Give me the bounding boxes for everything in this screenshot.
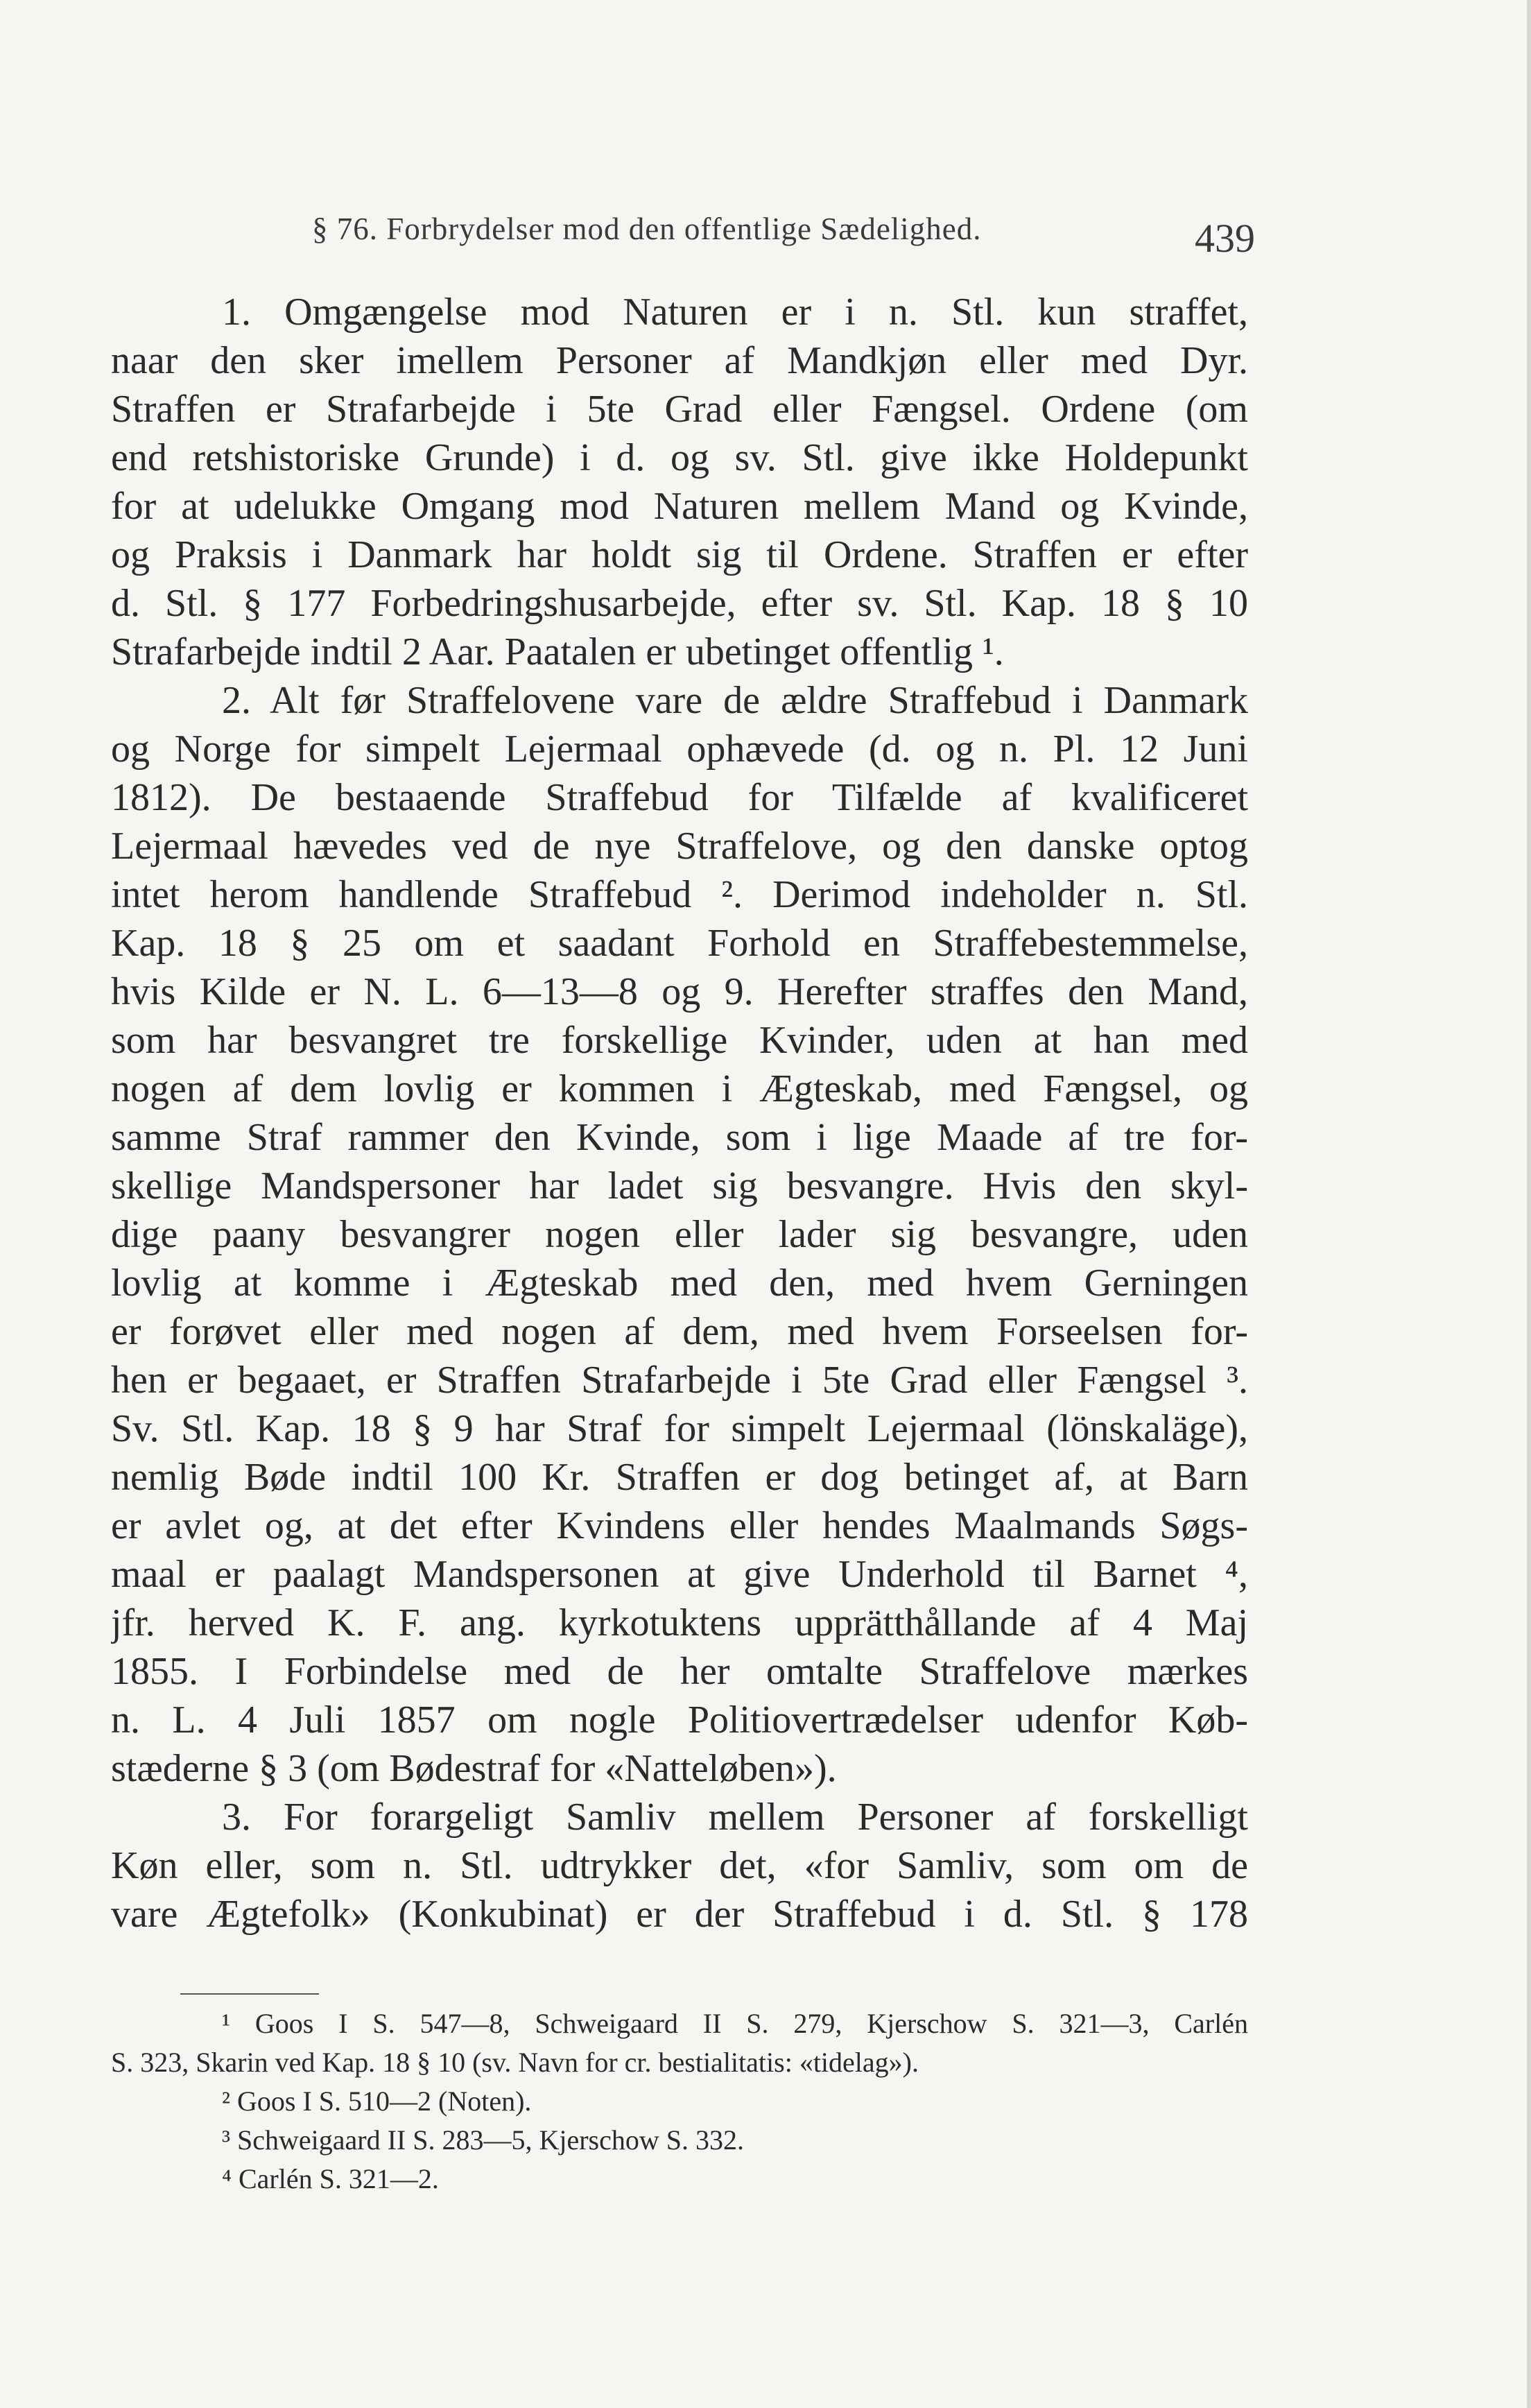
body-line: nemlig Bøde indtil 100 Kr. Straffen er dog betinget af, at Barn: [111, 1456, 1248, 1499]
footnote-line: ³ Schweigaard II S. 283—5, Kjerschow S. 332.: [222, 2124, 744, 2156]
body-line: og Praksis i Danmark har holdt sig til Ordene. Straffen er efter: [111, 533, 1248, 576]
body-line: og Norge for simpelt Lejermaal ophævede (d. og n. Pl. 12 Juni: [111, 728, 1248, 771]
body-line: samme Straf rammer den Kvinde, som i lige Maade af tre for-: [111, 1116, 1248, 1159]
body-line: intet herom handlende Straffebud ². Derimod indeholder n. Stl.: [111, 873, 1248, 916]
body-line: Kap. 18 § 25 om et saadant Forhold en Straffebestemmelse,: [111, 922, 1248, 965]
body-line: vare Ægtefolk» (Konkubinat) er der Straffebud i d. Stl. § 178: [111, 1893, 1248, 1936]
body-line: end retshistoriske Grunde) i d. og sv. Stl. give ikke Holdepunkt: [111, 436, 1248, 479]
footnote-line: S. 323, Skarin ved Kap. 18 § 10 (sv. Navn for cr. bestialitatis: «tidelag»).: [111, 2047, 919, 2078]
body-line: Strafarbejde indtil 2 Aar. Paatalen er ubetinget offentlig ¹.: [111, 630, 1004, 673]
body-line: 1812). De bestaaende Straffebud for Tilfælde af kvalificeret: [111, 776, 1248, 819]
body-line: naar den sker imellem Personer af Mandkjøn eller med Dyr.: [111, 339, 1248, 382]
body-line: dige paany besvangrer nogen eller lader sig besvangre, uden: [111, 1213, 1248, 1256]
body-line: som har besvangret tre forskellige Kvinder, uden at han med: [111, 1019, 1248, 1062]
body-line: 3. For forargeligt Samliv mellem Personer af forskelligt: [222, 1796, 1248, 1839]
body-line: er avlet og, at det efter Kvindens eller hendes Maalmands Søgs-: [111, 1504, 1248, 1547]
body-line: nogen af dem lovlig er kommen i Ægteskab, med Fængsel, og: [111, 1067, 1248, 1110]
body-line: maal er paalagt Mandspersonen at give Underhold til Barnet ⁴,: [111, 1553, 1248, 1596]
footnote-rule: [180, 1993, 319, 1995]
body-line: hvis Kilde er N. L. 6—13—8 og 9. Herefter straffes den Mand,: [111, 970, 1248, 1013]
body-line: Sv. Stl. Kap. 18 § 9 har Straf for simpelt Lejermaal (lönskaläge),: [111, 1407, 1248, 1450]
body-line: er forøvet eller med nogen af dem, med hvem Forseelsen for-: [111, 1310, 1248, 1353]
body-line: stæderne § 3 (om Bødestraf for «Natteløben»).: [111, 1747, 837, 1790]
page-edge: [1527, 0, 1531, 2408]
body-line: Køn eller, som n. Stl. udtrykker det, «for Samliv, som om de: [111, 1844, 1248, 1887]
body-line: d. Stl. § 177 Forbedringshusarbejde, efter sv. Stl. Kap. 18 § 10: [111, 582, 1248, 625]
footnote-line: ¹ Goos I S. 547—8, Schweigaard II S. 279, Kjerschow S. 321—3, Carlén: [222, 2008, 1248, 2039]
body-line: skellige Mandspersoner har ladet sig besvangre. Hvis den skyl-: [111, 1164, 1248, 1207]
header-title: § 76. Forbrydelser mod den offentlige Sædelighed.: [312, 212, 982, 246]
body-line: 2. Alt før Straffelovene vare de ældre Straffebud i Danmark: [222, 679, 1248, 722]
running-header: [111, 207, 1255, 269]
body-line: lovlig at komme i Ægteskab med den, med hvem Gerningen: [111, 1262, 1248, 1305]
body-line: 1855. I Forbindelse med de her omtalte Straffelove mærkes: [111, 1650, 1248, 1693]
body-line: Lejermaal hævedes ved de nye Straffelove, og den danske optog: [111, 825, 1248, 868]
footnote-line: ⁴ Carlén S. 321—2.: [222, 2163, 439, 2194]
body-line: Straffen er Strafarbejde i 5te Grad eller Fængsel. Ordene (om: [111, 388, 1248, 431]
page-number: 439: [1195, 216, 1255, 261]
body-line: for at udelukke Omgang mod Naturen mellem Mand og Kvinde,: [111, 485, 1248, 528]
body-line: jfr. herved K. F. ang. kyrkotuktens upprätthållande af 4 Maj: [111, 1601, 1248, 1644]
footnotes: [111, 2004, 1248, 2199]
body-line: hen er begaaet, er Straffen Strafarbejde i 5te Grad eller Fængsel ³.: [111, 1359, 1248, 1402]
body-text: [111, 288, 1248, 1938]
body-line: n. L. 4 Juli 1857 om nogle Politiovertrædelser udenfor Køb-: [111, 1699, 1248, 1742]
body-line: 1. Omgængelse mod Naturen er i n. Stl. kun straffet,: [222, 291, 1248, 334]
footnote-line: ² Goos I S. 510—2 (Noten).: [222, 2086, 532, 2117]
